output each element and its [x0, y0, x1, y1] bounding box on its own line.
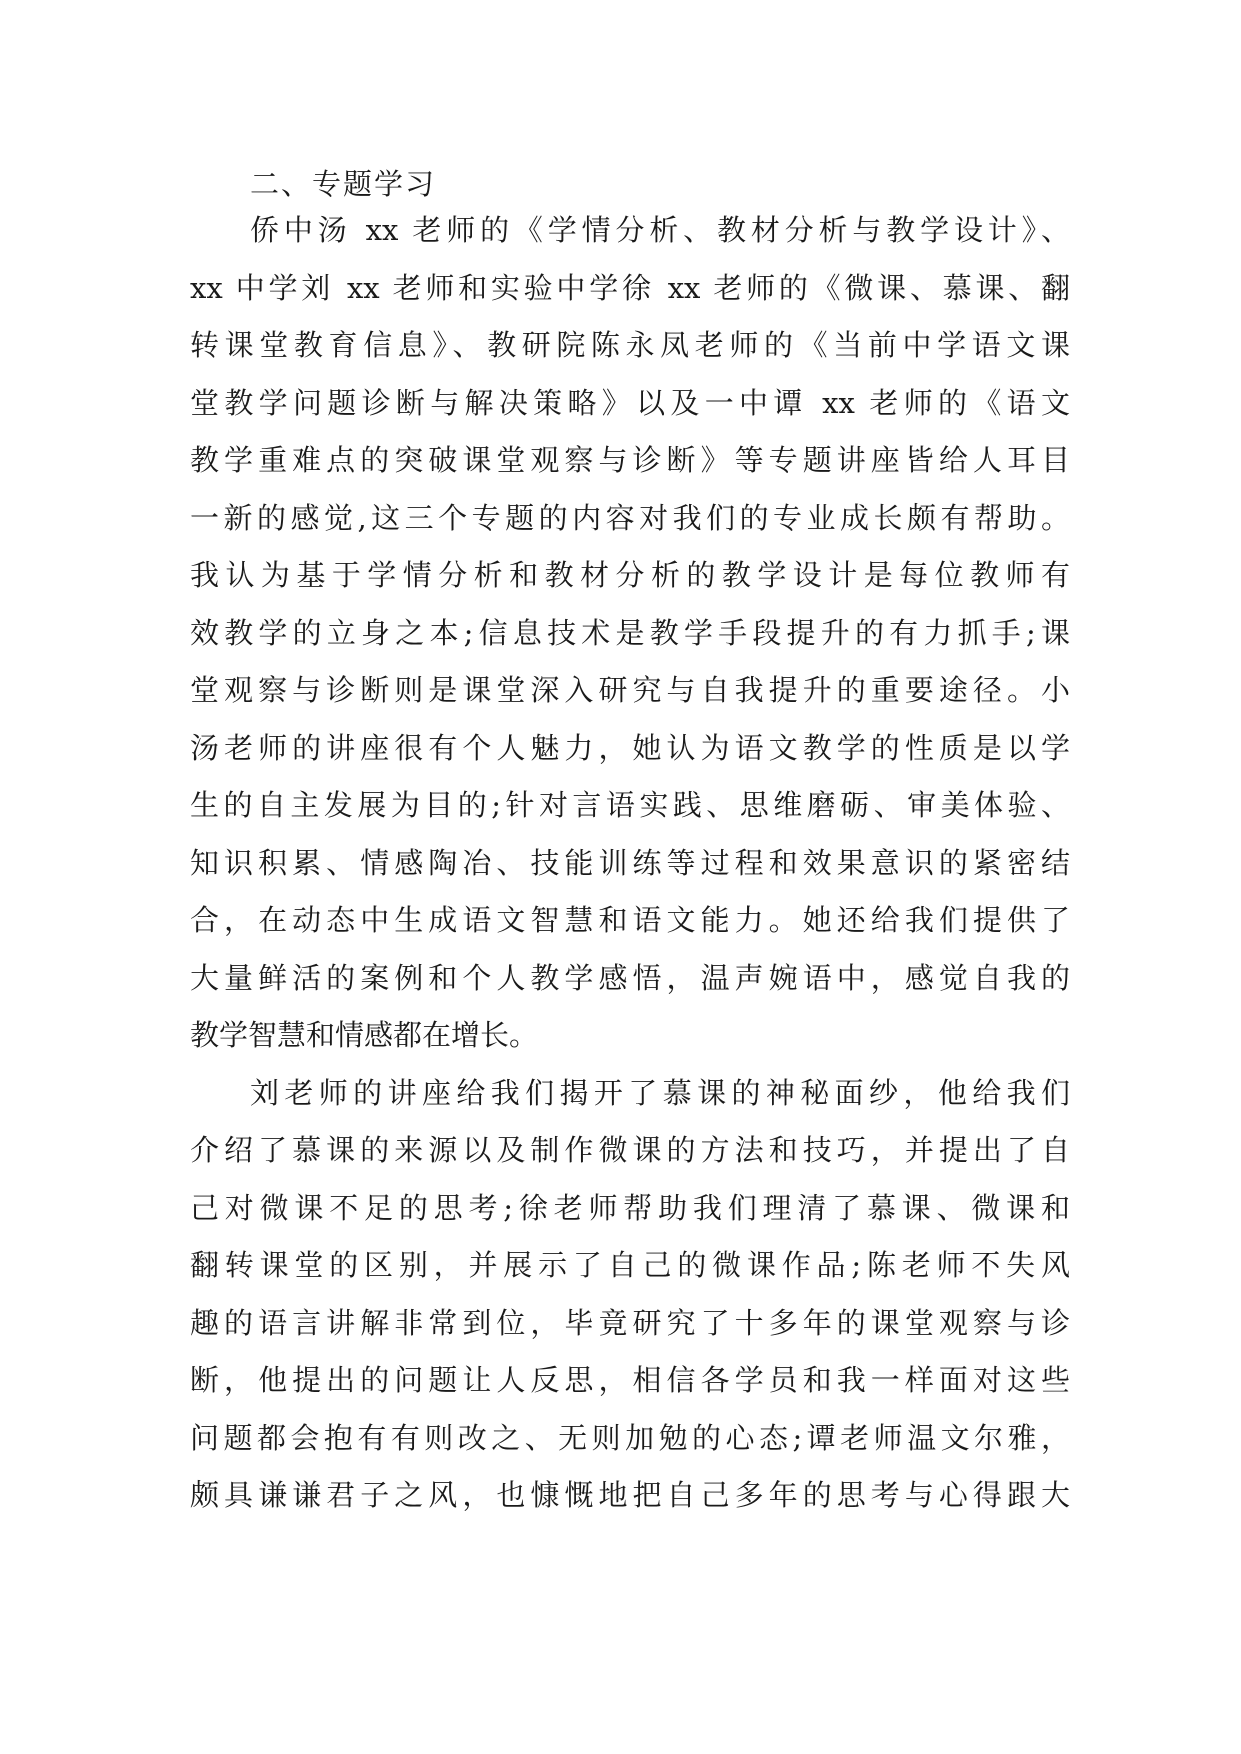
paragraph-line: 颇具谦谦君子之风，也慷慨地把自己多年的思考与心得跟大: [190, 1478, 1070, 1512]
paragraph-line: 趣的语言讲解非常到位，毕竟研究了十多年的课堂观察与诊: [190, 1306, 1070, 1340]
paragraph-line: xx 中学刘 xx 老师和实验中学徐 xx 老师的《微课、慕课、翻: [190, 271, 1070, 305]
paragraph-line: 堂教学问题诊断与解决策略》以及一中谭 xx 老师的《语文: [190, 386, 1070, 420]
paragraph-line: 教学智慧和情感都在增长。: [190, 1018, 539, 1052]
paragraph-line: 翻转课堂的区别，并展示了自己的微课作品;陈老师不失风: [190, 1248, 1070, 1282]
paragraph-line: 刘老师的讲座给我们揭开了慕课的神秘面纱，他给我们: [250, 1076, 1070, 1110]
paragraph-line: 问题都会抱有有则改之、无则加勉的心态;谭老师温文尔雅，: [190, 1421, 1070, 1455]
paragraph-line: 汤老师的讲座很有个人魅力，她认为语文教学的性质是以学: [190, 731, 1070, 765]
paragraph-line: 知识积累、情感陶冶、技能训练等过程和效果意识的紧密结: [190, 846, 1070, 880]
paragraph-line: 转课堂教育信息》、教研院陈永凤老师的《当前中学语文课: [190, 328, 1070, 362]
paragraph-line: 介绍了慕课的来源以及制作微课的方法和技巧，并提出了自: [190, 1133, 1070, 1167]
section-heading: 二、专题学习: [250, 167, 437, 201]
paragraph-line: 一新的感觉,这三个专题的内容对我们的专业成长颇有帮助。: [190, 501, 1070, 535]
paragraph-line: 效教学的立身之本;信息技术是教学手段提升的有力抓手;课: [190, 616, 1070, 650]
paragraph-line: 生的自主发展为目的;针对言语实践、思维磨砺、审美体验、: [190, 788, 1070, 822]
paragraph-line: 堂观察与诊断则是课堂深入研究与自我提升的重要途径。小: [190, 673, 1070, 707]
paragraph-line: 己对微课不足的思考;徐老师帮助我们理清了慕课、微课和: [190, 1191, 1070, 1225]
paragraph-line: 大量鲜活的案例和个人教学感悟，温声婉语中，感觉自我的: [190, 961, 1070, 995]
paragraph-line: 侨中汤 xx 老师的《学情分析、教材分析与教学设计》、: [250, 213, 1070, 247]
paragraph-line: 我认为基于学情分析和教材分析的教学设计是每位教师有: [190, 558, 1070, 592]
paragraph-line: 教学重难点的突破课堂观察与诊断》等专题讲座皆给人耳目: [190, 443, 1070, 477]
paragraph-line: 断，他提出的问题让人反思，相信各学员和我一样面对这些: [190, 1363, 1070, 1397]
paragraph-line: 合，在动态中生成语文智慧和语文能力。她还给我们提供了: [190, 903, 1070, 937]
